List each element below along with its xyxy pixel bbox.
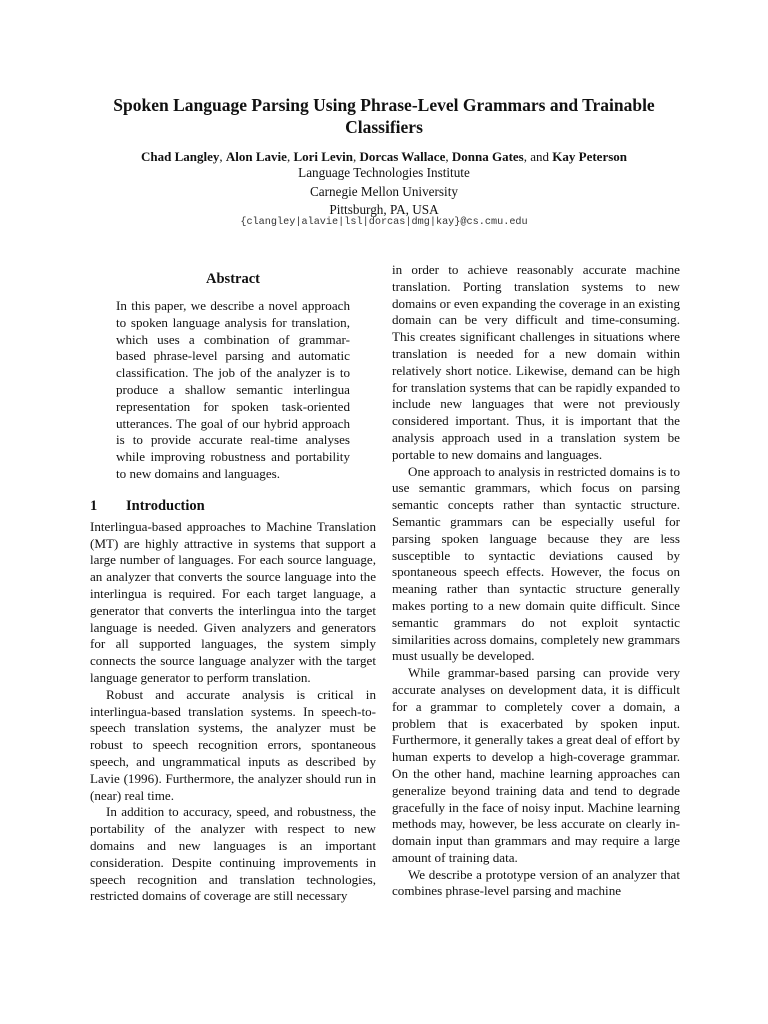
paragraph: While grammar-based parsing can provide very accurate analyses on development data, it is difficult for a grammar to completely cover a domain, a problem that is exacerbated by spoken input. Furthermore, it generally takes a great deal of effort by human experts to develop a high-coverage grammar. On the other hand, machine learning approaches can generalize beyond training data and tend to degrade gracefully in the face of noisy input. Machine learning methods may, however, be less accurate on clearly in-domain input than grammars and may require a large amount of training data. (392, 665, 680, 865)
author-separator: , and (523, 149, 553, 164)
author-separator: , (353, 149, 360, 164)
abstract-heading: Abstract (206, 271, 260, 287)
abstract-text: In this paper, we describe a novel approach to spoken language analysis for translation, which uses a combination of grammar-based phrase-level parsing and automatic classification. The job of the analyzer is to produce a shallow semantic interlingua representation for spoken task-oriented utterances. The goal of our hybrid approach is to provide accurate real-time analyses while improving robustness and portability to new domains and languages. (116, 298, 350, 481)
author-name: Lori Levin (293, 149, 354, 164)
paragraph: Interlingua-based approaches to Machine Translation (MT) are highly attractive in systems that support a large number of languages. For each source language, an analyzer that converts the source language into the interlingua is required. For each target language, a generator that converts the interlingua into the target language is needed. Given analyzers and generators for all supported languages, the system simply connects the source language analyzer with the target language generator to perform translation. (90, 518, 376, 685)
right-column (392, 262, 680, 900)
author-name: Kay Peterson (552, 149, 627, 164)
paragraph: In addition to accuracy, speed, and robustness, the portability of the analyzer with respect to new domains and new languages is an important consideration. Despite continuing improvements in speech recognition and translation technologies, restricted domains of coverage are still necessary (90, 804, 376, 904)
left-column (90, 270, 376, 905)
author-separator: , (445, 149, 452, 164)
affiliation-university: Carnegie Mellon University (310, 183, 458, 199)
paragraph: One approach to analysis in restricted domains is to use semantic grammars, which focus on parsing semantic concepts rather than syntactic structure. Semantic grammars can be especially useful for parsing spoken language because they are less susceptible to syntactic deviations caused by spontaneous speech effects. However, the focus on meaning rather than syntactic structure generally makes porting to a new domain quite difficult. Since semantic grammars do not exploit syntactic similarities across domains, completely new grammars must usually be developed. (392, 463, 680, 664)
author-name: Chad Langley (141, 149, 220, 164)
paragraph: in order to achieve reasonably accurate machine translation. Porting translation systems to new domains or even expanding the coverage in an existing domain can be very difficult and time-consuming. This creates significant challenges in situations where translation is needed for a new domain within relatively short notice. Likewise, demand can be high for translation systems that can be rapidly expanded to include new languages that were not previously considered important. Thus, it is important that the analysis approach used in a translation system be portable to new domains and languages. (392, 262, 680, 462)
author-name: Alon Lavie (225, 149, 287, 164)
paragraph: Robust and accurate analysis is critical in interlingua-based translation systems. In speech-to-speech translation systems, the analyzer must be robust to speech recognition errors, spontaneous speech, and ungrammatical inputs as described by Lavie (1996). Furthermore, the analyzer should run in (near) real time. (90, 686, 376, 803)
author-separator: , (286, 149, 294, 164)
section-heading (90, 497, 376, 515)
affiliation (60, 164, 708, 220)
author-separator: , (219, 149, 226, 164)
author-name: Dorcas Wallace (359, 149, 446, 164)
affiliation-location: Pittsburgh, PA, USA (329, 202, 439, 217)
author-email: {clangley|alavie|lsl|dorcas|dmg|kay}@cs.cmu.edu (240, 217, 528, 228)
section-title: Introduction (126, 497, 205, 514)
paper-title: Spoken Language Parsing Using Phrase-Level Grammars and Trainable Classifiers (113, 95, 655, 137)
paragraph: We describe a prototype version of an analyzer that combines phrase-level parsing and machine (392, 866, 680, 899)
author-name: Donna Gates (451, 149, 524, 164)
affiliation-institute: Language Technologies Institute (298, 165, 470, 180)
section-number: 1 (90, 497, 98, 514)
